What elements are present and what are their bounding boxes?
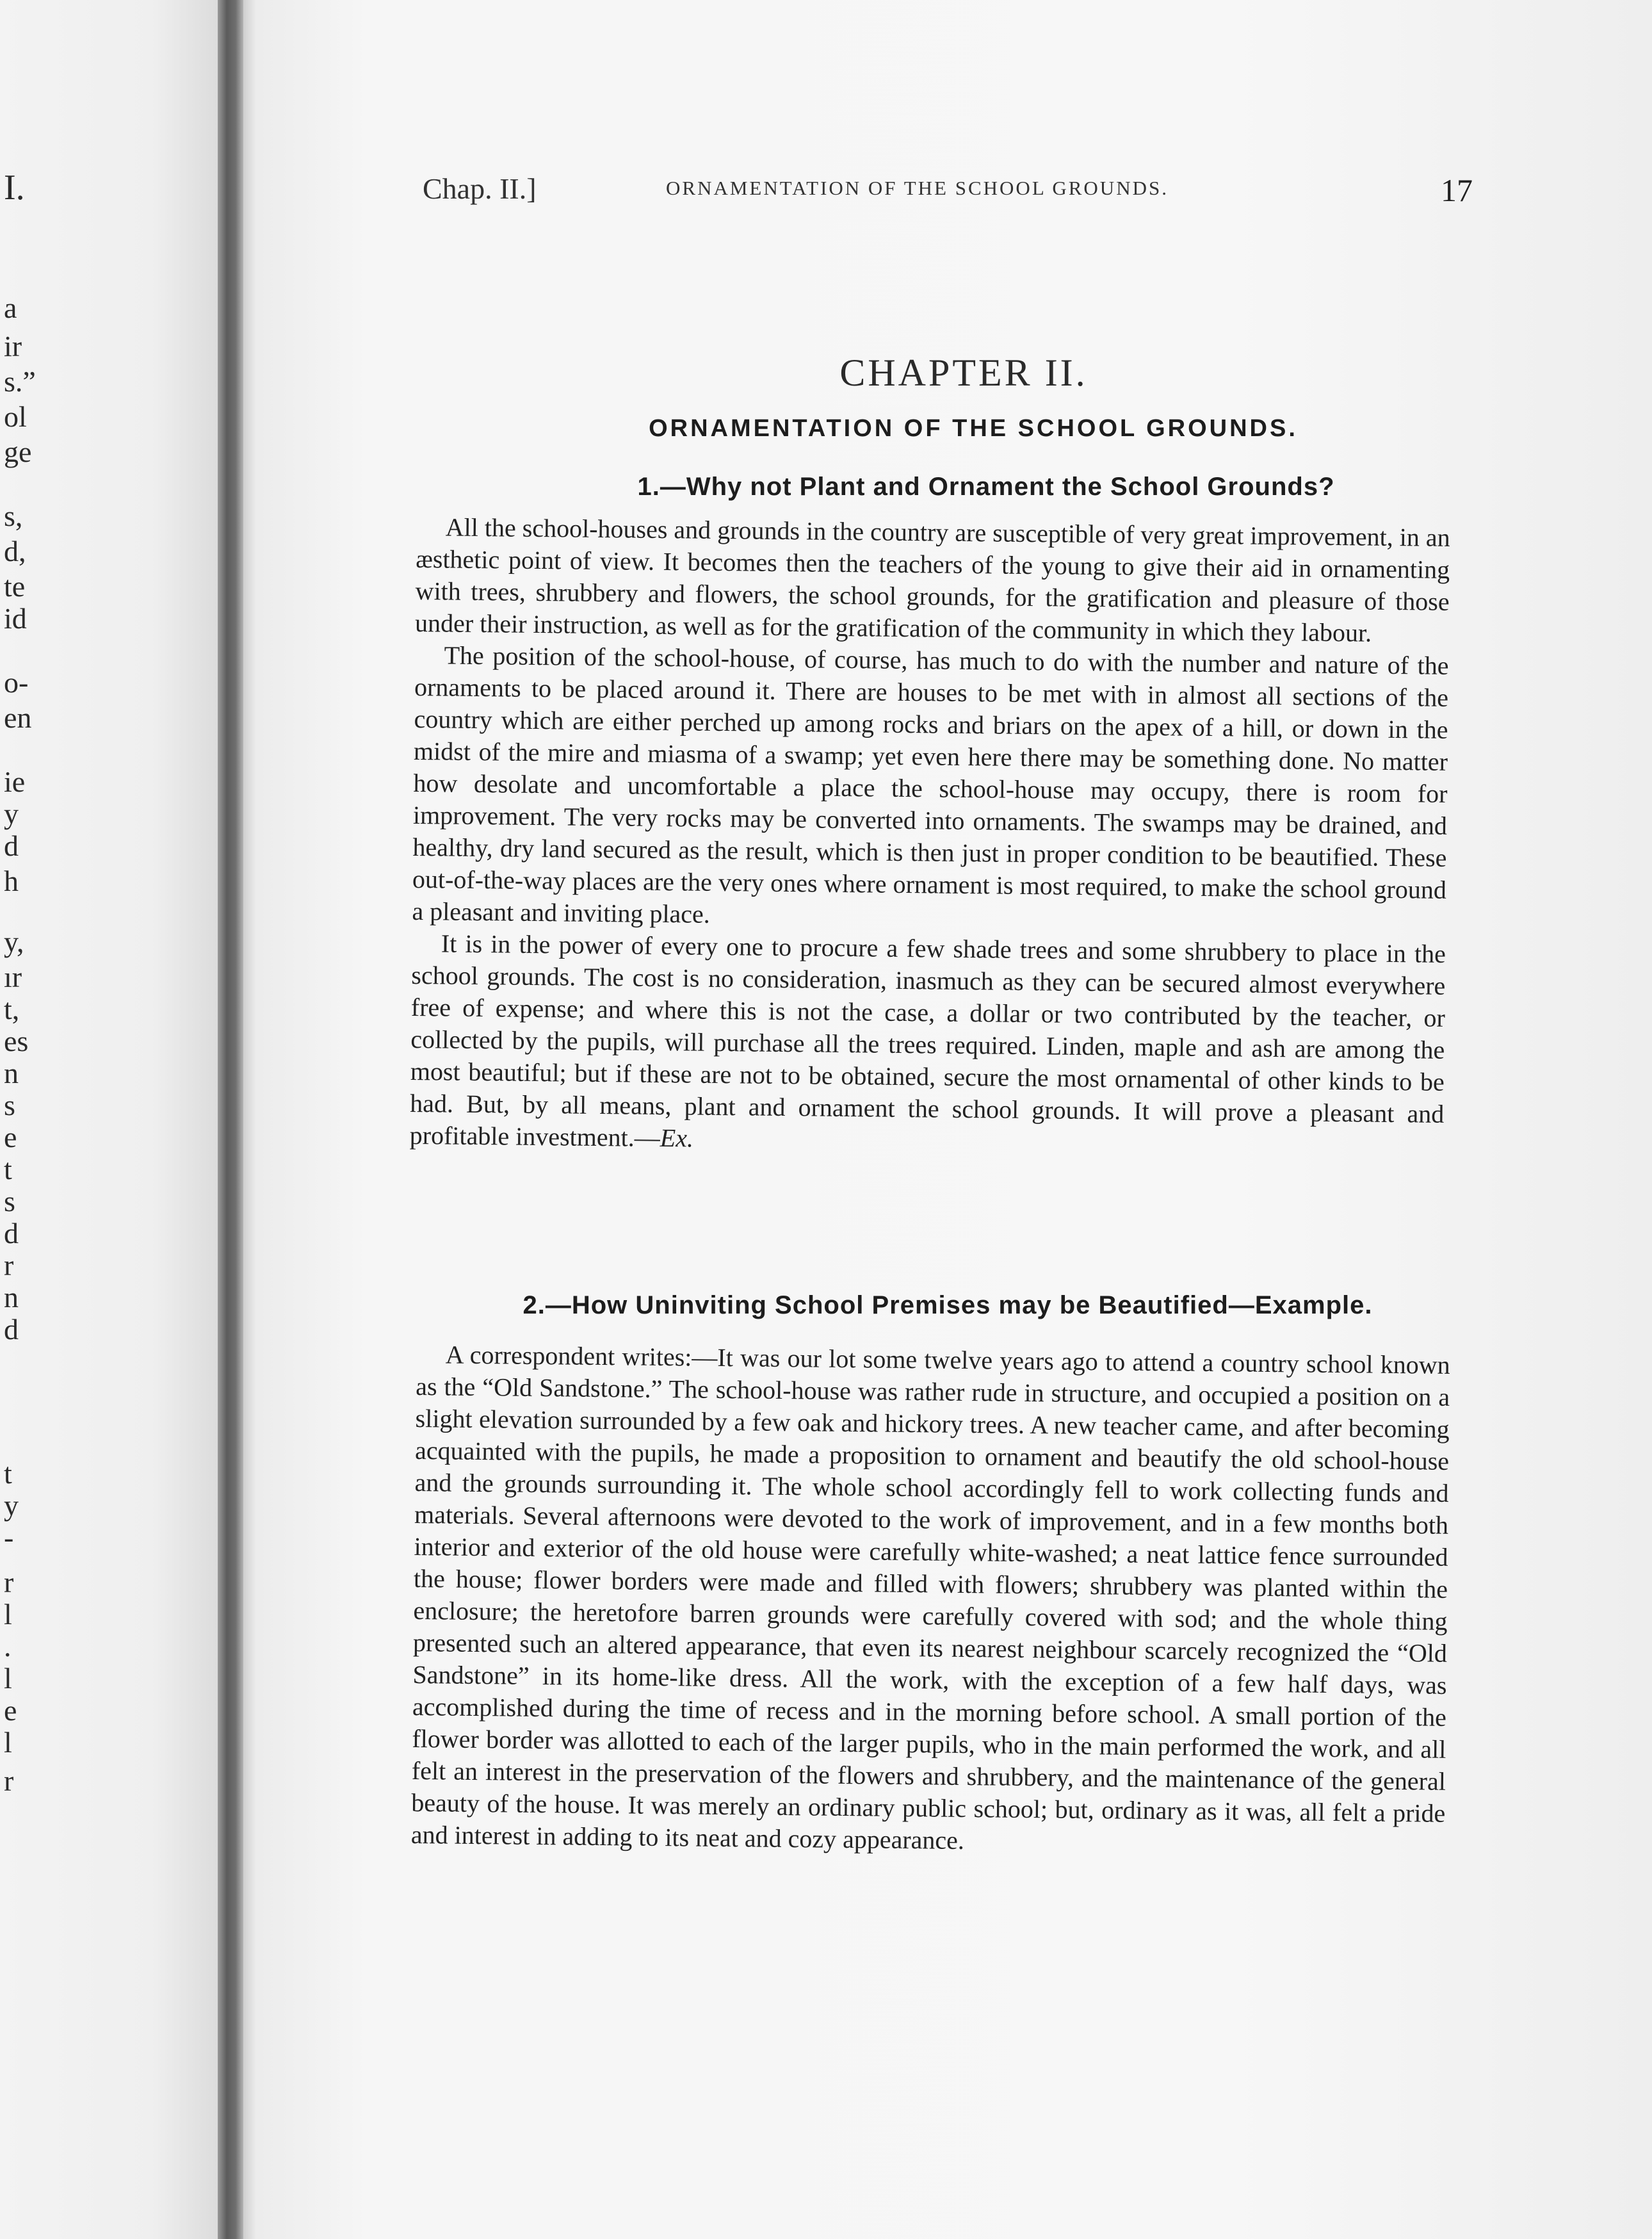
left-page-fragment: es	[4, 1025, 29, 1057]
page-edge	[243, 0, 256, 2239]
section-1-paragraph-1: All the school-houses and grounds in the country are susceptible of very great improvement, in an æsthetic point of view. It becomes then the teachers of the young to give their aid in ornamenting with trees, shrubbery and flowers, the school grounds, for the gratification and pleasure of those under their instruction, as well as for the gratification of the community in which they labour.	[414, 512, 1450, 647]
left-page-fragment: s	[4, 1185, 15, 1217]
left-page-fragment: id	[4, 602, 27, 635]
left-page-fragment: t	[4, 1153, 12, 1185]
left-page	[0, 0, 218, 2239]
left-page-fragment: t,	[4, 993, 20, 1025]
left-page-fragment: e	[4, 1694, 17, 1727]
left-page-fragment: te	[4, 570, 26, 603]
section-2-body	[411, 1339, 1450, 1862]
left-page-fragment: en	[4, 701, 32, 734]
left-page-fragment: o-	[4, 666, 29, 699]
left-page-fragment: h	[4, 865, 19, 897]
left-page-fragment: n	[4, 1281, 19, 1314]
chapter-title: CHAPTER II.	[839, 352, 1088, 394]
left-page-fragment: n	[4, 1057, 19, 1089]
left-page-fragment: l	[4, 1598, 12, 1631]
left-page-fragment: r	[4, 1566, 14, 1599]
left-page-fragment: ol	[4, 400, 27, 433]
left-page-fragment: s.”	[4, 365, 36, 398]
left-page-fragment: r	[4, 1249, 14, 1282]
section-2-heading: 2.—How Uninviting School Premises may be Beautified—Example.	[522, 1291, 1373, 1319]
left-page-fragment: y	[4, 1489, 19, 1522]
running-head-title: ORNAMENTATION OF THE SCHOOL GROUNDS.	[666, 177, 1169, 199]
book-gutter	[218, 0, 243, 2239]
left-page-fragment: s,	[4, 500, 23, 532]
left-page-fragment: r	[4, 1764, 14, 1797]
left-page-fragment: t	[4, 1457, 12, 1490]
section-1-paragraph-3	[410, 927, 1446, 1162]
left-page-fragment: a	[4, 291, 17, 324]
left-page-fragment: ge	[4, 436, 32, 468]
left-page-fragment: d,	[4, 535, 26, 567]
page-number: 17	[1441, 172, 1473, 208]
left-page-fragment: y,	[4, 925, 24, 958]
section-1-signature: Ex.	[660, 1123, 694, 1153]
left-page-fragment: -	[4, 1521, 14, 1554]
left-page-fragment: ie	[4, 765, 26, 798]
left-page-fragment: l	[4, 1662, 12, 1695]
left-page-fragment: ır	[4, 961, 22, 993]
left-page-fragment: l	[4, 1726, 12, 1759]
left-page-fragment: d	[4, 829, 19, 862]
running-head	[423, 172, 1473, 216]
left-page-fragment: e	[4, 1121, 17, 1153]
left-page-fragment: .	[4, 1630, 12, 1663]
left-page-fragment: s	[4, 1089, 15, 1121]
section-1-paragraph-3-text: It is in the power of every one to procure a few shade trees and some shrubbery to place in the school grounds. The cost is no consideration, inasmuch as they can be secured almost everywhere free of expense; and where this is not the case, a dollar or two contributed by the teacher, or collected by the pupils, will purchase all the trees required. Linden, maple and ash are among the most beautiful; but if these are not to be obtained, secure the most ornamental of other kinds to be had. But, by all means, plant and ornament the school grounds. It will prove a pleasant and profitable investment.—	[409, 929, 1446, 1153]
chapter-subtitle: ORNAMENTATION OF THE SCHOOL GROUNDS.	[649, 415, 1298, 442]
left-page-fragment: d	[4, 1217, 19, 1250]
section-1-heading: 1.—Why not Plant and Ornament the School Grounds?	[637, 473, 1335, 501]
section-1-body	[410, 511, 1450, 1162]
section-2-paragraph-1: A correspondent writes:—It was our lot some twelve years ago to attend a country school known as the “Old Sandstone.” The school-house was rather rude in structure, and occupied a position on a slight elevation surrounded by a few oak and hickory trees. A new teacher came, and after becoming acquainted with the pupils, he made a proposition to ornament and beautify the old school-house and the grounds surrounding it. The whole school accordingly fell to work collecting funds and materials. Several afternoons were devoted to the work of improvement, and in a few months both interior and exterior of the old house were carefully white-washed; a neat lattice fence surrounded the house; flower borders were made and filled with flowers; shrubbery was planted within the enclosure; the heretofore barren grounds were carefully covered with sod; and the whole thing presented such an altered appearance, that even its nearest neighbour scarcely recognized the “Old Sandstone” in its home-like dress. All the work, with the exception of a few half days, was accomplished during the time of recess and in the morning before school. A small portion of the flower border was allotted to each of the larger pupils, who in the main performed the work, and all felt an interest in the preservation of the flowers and shrubbery, and the maintenance of the general beauty of the house. It was merely an ordinary public school; but, ordinary as it was, all felt a pride and interest in adding to its neat and cozy appearance.	[410, 1340, 1450, 1855]
left-page-running-head: I.	[4, 168, 25, 208]
left-page-fragment: ir	[4, 330, 22, 362]
left-page-fragment: y	[4, 797, 19, 830]
running-head-chapter: Chap. II.]	[423, 172, 537, 205]
left-page-fragment: d	[4, 1313, 19, 1346]
section-1-paragraph-2: The position of the school-house, of course, has much to do with the number and nature of the ornaments to be placed around it. There are houses to be met with in almost all sections of the country which are either perched up among rocks and briars on the apex of a hill, or down in the midst of the mire and miasma of a swamp; yet even here there may be something done. No matter how desolate and uncomfortable a place the school-house may occupy, there is room for improvement. The very rocks may be converted into ornaments. The swamps may be drained, and healthy, dry land secured as the result, which is then just in proper condition to be beautified. These out-of-the-way places are the very ones where ornament is most required, to make the school ground a pleasant and inviting place.	[412, 640, 1449, 929]
